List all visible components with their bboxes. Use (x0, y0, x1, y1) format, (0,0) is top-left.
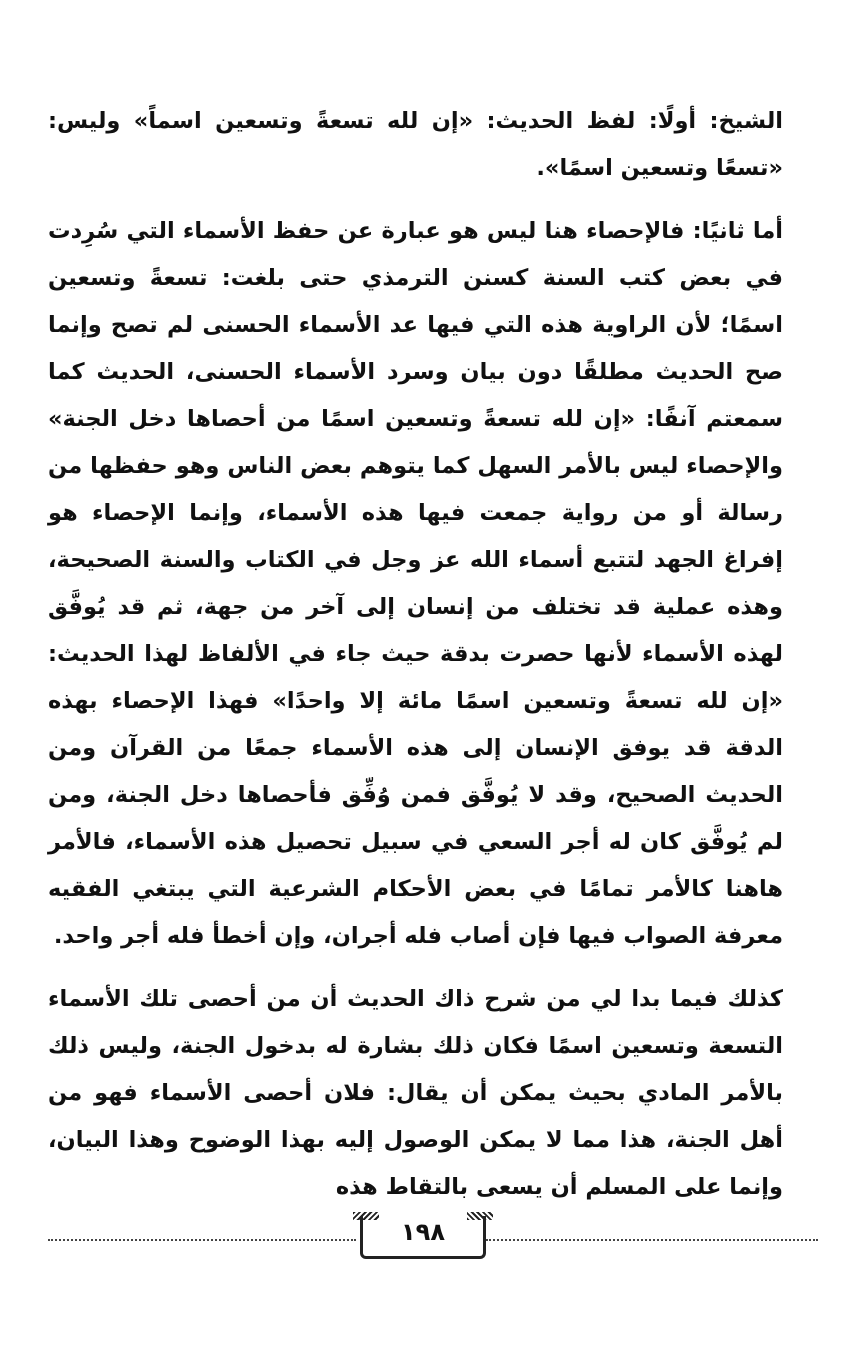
paragraph-second-point: أما ثانيًا: فالإحصاء هنا ليس هو عبارة عن حفظ الأسماء التي سُرِدت في بعض كتب السنة كسنن الترمذي حتى بلغت: تسعةً وتسعين اسمًا؛ لأن الراوية هذه التي فيها عد الأسماء الحسنى لم تصح وإنما صح الحديث مطلقًا دون بيان وسرد الأسماء الحسنى، الحديث كما سمعتم آنفًا: «إن لله تسعةً وتسعين اسمًا من أحصاها دخل الجنة» والإحصاء ليس بالأمر السهل كما يتوهم بعض الناس وهو حفظها من رسالة أو من رواية جمعت فيها هذه الأسماء، وإنما الإحصاء هو إفراغ الجهد لتتبع أسماء الله عز وجل في الكتاب والسنة الصحيحة، وهذه عملية قد تختلف من إنسان إلى آخر من جهة، ثم قد يُوفَّق لهذه الأسماء لأنها حصرت بدقة حيث جاء في الألفاظ لهذا الحديث: «إن لله تسعةً وتسعين اسمًا مائة إلا واحدًا» فهذا الإحصاء بهذه الدقة قد يوفق الإنسان إلى هذه الأسماء جمعًا من القرآن ومن الحديث الصحيح، وقد لا يُوفَّق فمن وُفِّق فأحصاها دخل الجنة، ومن لم يُوفَّق كان له أجر السعي في سبيل تحصيل هذه الأسماء، فالأمر هاهنا كالأمر تمامًا في بعض الأحكام الشرعية التي يبتغي الفقيه معرفة الصواب فيها فإن أصاب فله أجران، وإن أخطأ فله أجر واحد. (48, 218, 783, 949)
page-body (48, 98, 783, 1211)
page-number-frame (360, 1216, 486, 1259)
page-footer (48, 1208, 818, 1268)
paragraph-conclusion: كذلك فيما بدا لي من شرح ذاك الحديث أن من أحصى تلك الأسماء التسعة وتسعين اسمًا فكان ذلك بشارة له بدخول الجنة، وليس ذلك بالأمر المادي بحيث يمكن أن يقال: فلان أحصى الأسماء فهو من أهل الجنة، هذا مما لا يمكن الوصول إليه بهذا الوضوح وهذا البيان، وإنما على المسلم أن يسعى بالتقاط هذه (48, 986, 783, 1200)
footer-dotted-rule-right (486, 1239, 818, 1241)
page-number: ١٩٨ (401, 1218, 445, 1246)
footer-dotted-rule-left (48, 1239, 356, 1241)
paragraph-sheikh-first: الشيخ: أولًا: لفظ الحديث: «إن لله تسعةً وتسعين اسماً» وليس: «تسعًا وتسعين اسمًا». (48, 108, 783, 181)
